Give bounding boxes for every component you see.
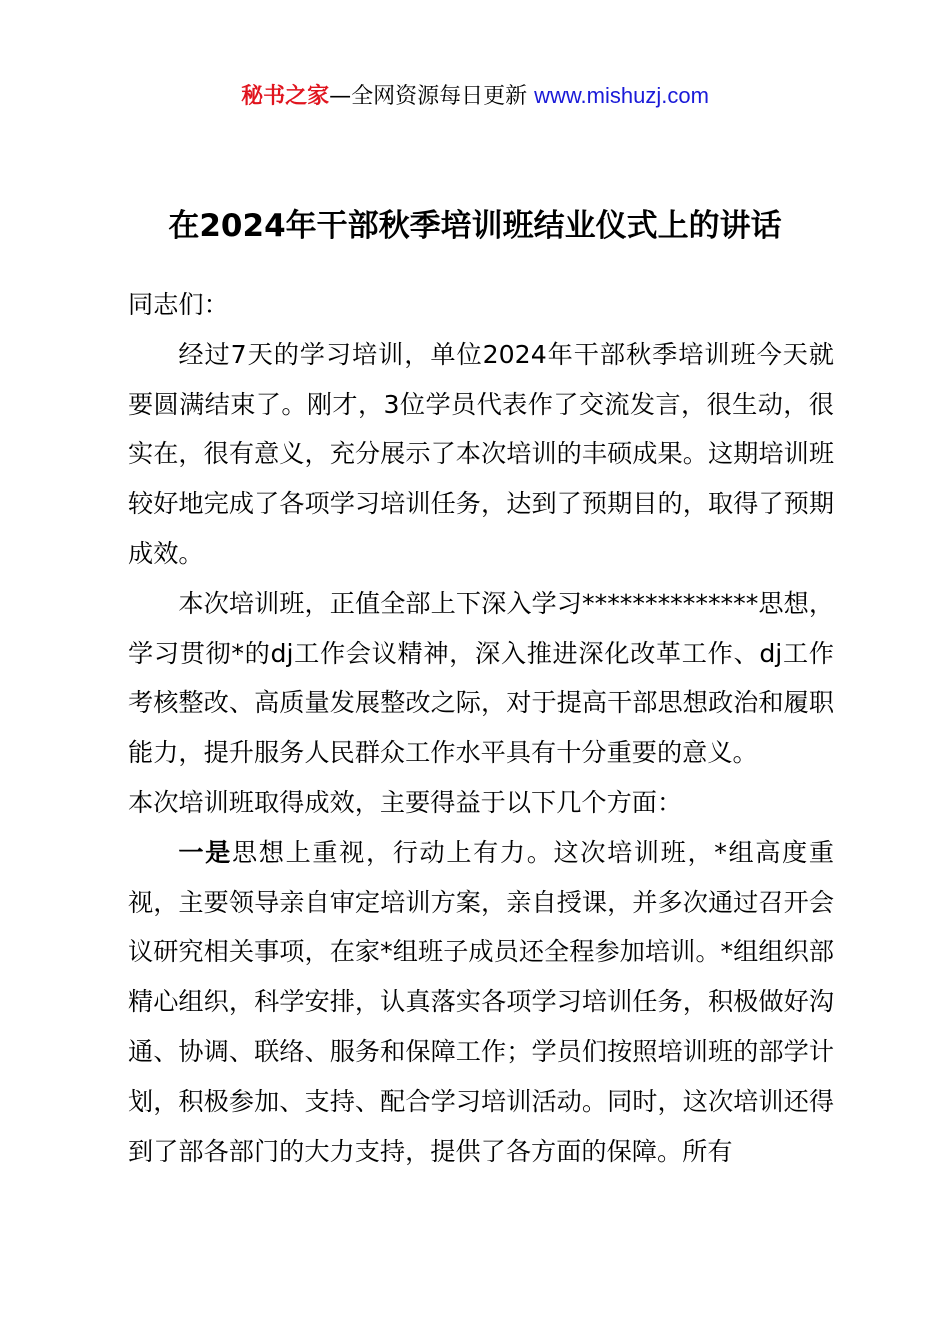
paragraph: 经过7天的学习培训，单位2024年干部秋季培训班今天就要圆满结束了。刚才，3位学员代表作了交流发言，很生动，很实在，很有意义，充分展示了本次培训的丰硕成果。这期培训班较好地完成了各项学习培训任务，达到了预期目的，取得了预期成效。	[128, 339, 834, 568]
paragraph: 本次培训班取得成效，主要得益于以下几个方面：	[128, 787, 683, 817]
site-brand: 秘书之家	[241, 84, 330, 109]
paragraph: 本次培训班，正值全部上下深入学习**************思想，学习贯彻*的dj工作会议精神，深入推进深化改革工作、dj工作考核整改、高质量发展整改之际，对于提高干部思想政治和履职能力，提升服务人民群众工作水平具有十分重要的意义。	[128, 588, 834, 768]
salutation: 同志们：	[128, 290, 229, 319]
document-title: 在2024年干部秋季培训班结业仪式上的讲话	[168, 208, 782, 244]
site-header	[0, 80, 950, 113]
document-body	[128, 280, 834, 1176]
site-slogan: —全网资源每日更新	[329, 84, 535, 109]
point-lead: 一是	[178, 837, 232, 867]
paragraph-point-one	[128, 828, 834, 1177]
point-text: 思想上重视，行动上有力。这次培训班，*组高度重视，主要领导亲自审定培训方案，亲自授课，并多次通过召开会议研究相关事项，在家*组班子成员还全程参加培训。*组组织部精心组织，科学安排，认真落实各项学习培训任务，积极做好沟通、协调、联络、服务和保障工作；学员们按照培训班的部学计划，积极参加、支持、配合学习培训活动。同时，这次培训还得到了部各部门的大力支持，提供了各方面的保障。所有	[128, 837, 835, 1166]
site-url-link[interactable]: www.mishuzj.com	[534, 83, 709, 108]
